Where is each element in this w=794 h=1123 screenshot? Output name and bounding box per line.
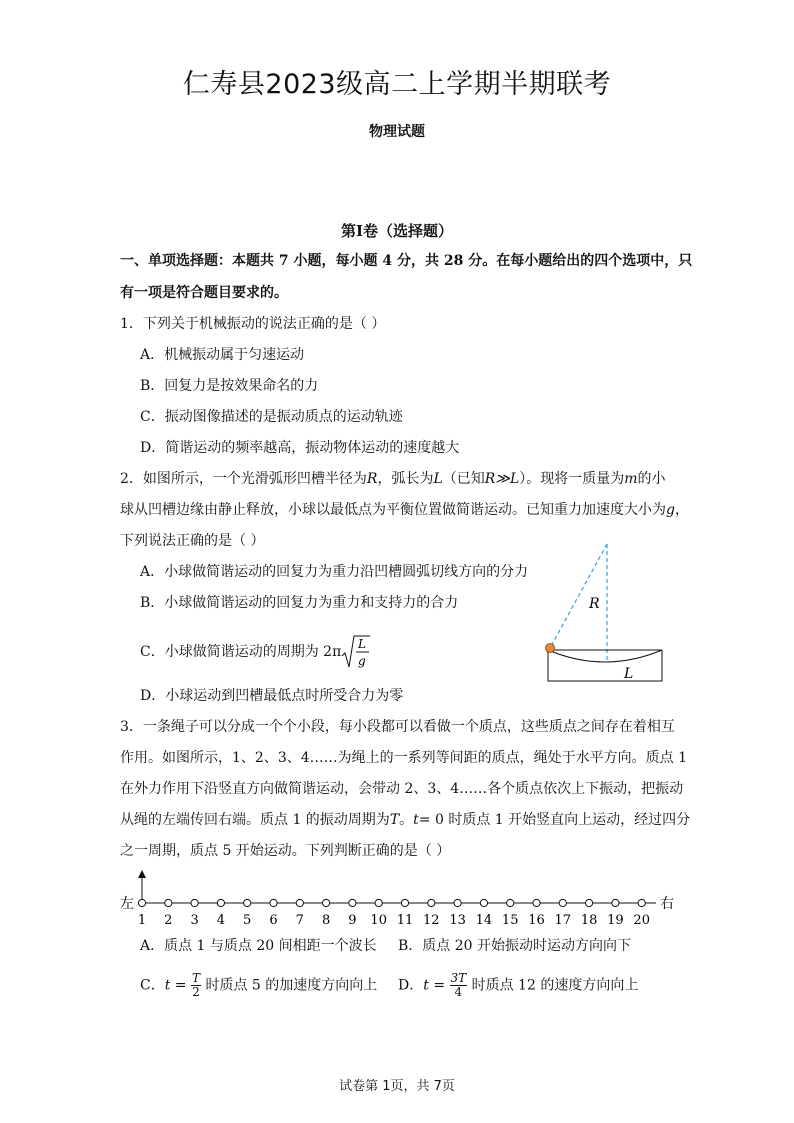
rope-point — [401, 899, 408, 906]
rope-point — [638, 899, 645, 906]
q1-option-d: D．简谐运动的频率越高，振动物体运动的速度越大 — [140, 440, 460, 456]
rope-right-label: 右 — [660, 896, 674, 912]
q1-stem: 1．下列关于机械振动的说法正确的是（ ） — [120, 316, 386, 332]
rope-point — [533, 899, 540, 906]
rope-point — [480, 899, 487, 906]
groove-block — [548, 650, 662, 681]
rope-point-label: 2 — [164, 913, 173, 928]
rope-point-label: 9 — [348, 913, 357, 928]
q2-option-d: D．小球运动到凹槽最低点时所受合力为零 — [140, 688, 404, 704]
rope-point-label: 17 — [554, 913, 572, 928]
rope-point — [507, 899, 514, 906]
q3-option-c: C．t = $\frac{T}{2}$ 时质点 5 的加速度方向向上 — [140, 971, 378, 999]
rope-point — [586, 899, 593, 906]
q3-stem-line4: 从绳的左端传回右端。质点 1 的振动周期为T。t= 0 时质点 1 开始竖直向上运动，经过四分 — [120, 812, 691, 828]
q3-stem-line2: 作用。如图所示，1、2、3、4……为绳上的一系列等间距的质点，绳处于水平方向。质点 1 — [120, 750, 687, 766]
exam-subtitle: 物理试题 — [369, 124, 425, 140]
ball-icon — [546, 644, 555, 653]
rope-left-label: 左 — [120, 896, 134, 912]
rope-point-label: 7 — [295, 913, 304, 928]
rope-point-label: 12 — [423, 913, 440, 928]
section-title: 第Ⅰ卷（选择题） — [340, 222, 454, 240]
q2-stem-line1: 2．如图所示，一个光滑弧形凹槽半径为R，弧长为L（已知R≫L）。现将一质量为m的小 — [120, 471, 666, 487]
rope-point-label: 4 — [216, 913, 226, 928]
exam-title: 仁寿县2023级高二上学期半期联考 — [182, 69, 612, 100]
rope-point-label: 15 — [501, 913, 519, 928]
rope-point-label: 1 — [137, 913, 147, 928]
q3-stem-line1: 3．一条绳子可以分成一个个小段，每小段都可以看做一个质点，这些质点之间存在着相互 — [120, 719, 675, 735]
groove-figure — [540, 540, 670, 685]
fraction-t-over-2: $\frac{T}{2}$ — [192, 971, 201, 999]
q3-option-a: A．质点 1 与质点 20 间相距一个波长 — [140, 938, 377, 954]
rope-point-label: 5 — [243, 913, 252, 928]
rope-point — [375, 899, 382, 906]
rope-point — [559, 899, 566, 906]
q3-stem-line3: 在外力作用下沿竖直方向做简谐运动，会带动 2、3、4……各个质点依次上下振动，把振动 — [120, 781, 684, 797]
rope-point — [270, 899, 277, 906]
rope-point-label: 13 — [449, 913, 466, 928]
rope-point — [165, 899, 172, 906]
section-instruction-line2: 有一项是符合题目要求的。 — [120, 285, 288, 301]
rope-point-label: 11 — [396, 913, 414, 928]
groove-arc — [548, 650, 662, 662]
page-footer: 试卷第 1页，共 7页 — [339, 1079, 455, 1094]
q3-option-b: B．质点 20 开始振动时运动方向向下 — [398, 938, 632, 954]
rope-point-label: 3 — [190, 913, 199, 928]
q1-option-a: A．机械振动属于匀速运动 — [140, 347, 305, 363]
rope-figure — [116, 868, 686, 930]
rope-point-label: 6 — [269, 913, 278, 928]
sqrt-numerator: L — [358, 637, 367, 651]
section-instruction-line1: 一、单项选择题：本题共 7 小题，每小题 4 分，共 28 分。在每小题给出的四个选项中，只 — [120, 253, 693, 269]
q1-option-b: B．回复力是按效果命名的力 — [140, 378, 319, 394]
label-arc-length: L — [624, 666, 634, 682]
up-arrow-icon — [138, 870, 146, 878]
q3-stem-line5: 之一周期，质点 5 开始运动。下列判断正确的是（ ） — [120, 843, 451, 859]
q1-option-c: C．振动图像描述的是振动质点的运动轨迹 — [140, 409, 403, 425]
rope-point-label: 16 — [528, 913, 545, 928]
fraction-3t-over-4: $\frac{3T}{4}$ — [450, 971, 467, 999]
rope-point — [612, 899, 619, 906]
rope-point-label: 18 — [580, 913, 598, 928]
rope-point-label: 14 — [475, 913, 493, 928]
rope-point — [428, 899, 435, 906]
label-radius: R — [589, 596, 600, 612]
q2-option-a: A．小球做简谐运动的回复力为重力沿凹槽圆弧切线方向的分力 — [140, 564, 529, 580]
rope-point — [217, 899, 224, 906]
rope-point — [296, 899, 303, 906]
rope-point-label: 19 — [607, 913, 624, 928]
q2-stem-line2: 球从凹槽边缘由静止释放，小球以最低点为平衡位置做简谐运动。已知重力加速度大小为g， — [120, 502, 689, 518]
sqrt-denominator: g — [358, 654, 366, 668]
rope-point-label: 10 — [370, 913, 387, 928]
q2-stem-line3: 下列说法正确的是（ ） — [120, 533, 265, 549]
q2-option-c: C．小球做简谐运动的周期为 2π L g — [140, 634, 371, 670]
sqrt-sign-icon — [341, 634, 371, 670]
rope-point — [454, 899, 461, 906]
rope-point — [349, 899, 356, 906]
q2-option-b: B．小球做简谐运动的回复力为重力和支持力的合力 — [140, 595, 459, 611]
q3-option-d: D．t = $\frac{3T}{4}$ 时质点 12 的速度方向向上 — [398, 971, 639, 999]
rope-point — [191, 899, 198, 906]
sqrt-formula — [341, 634, 371, 670]
rope-points — [138, 899, 650, 928]
rope-point-label: 20 — [633, 913, 650, 928]
rope-point — [244, 899, 251, 906]
rope-point — [138, 899, 145, 906]
rope-point-label: 8 — [321, 913, 331, 928]
rope-point — [323, 899, 330, 906]
